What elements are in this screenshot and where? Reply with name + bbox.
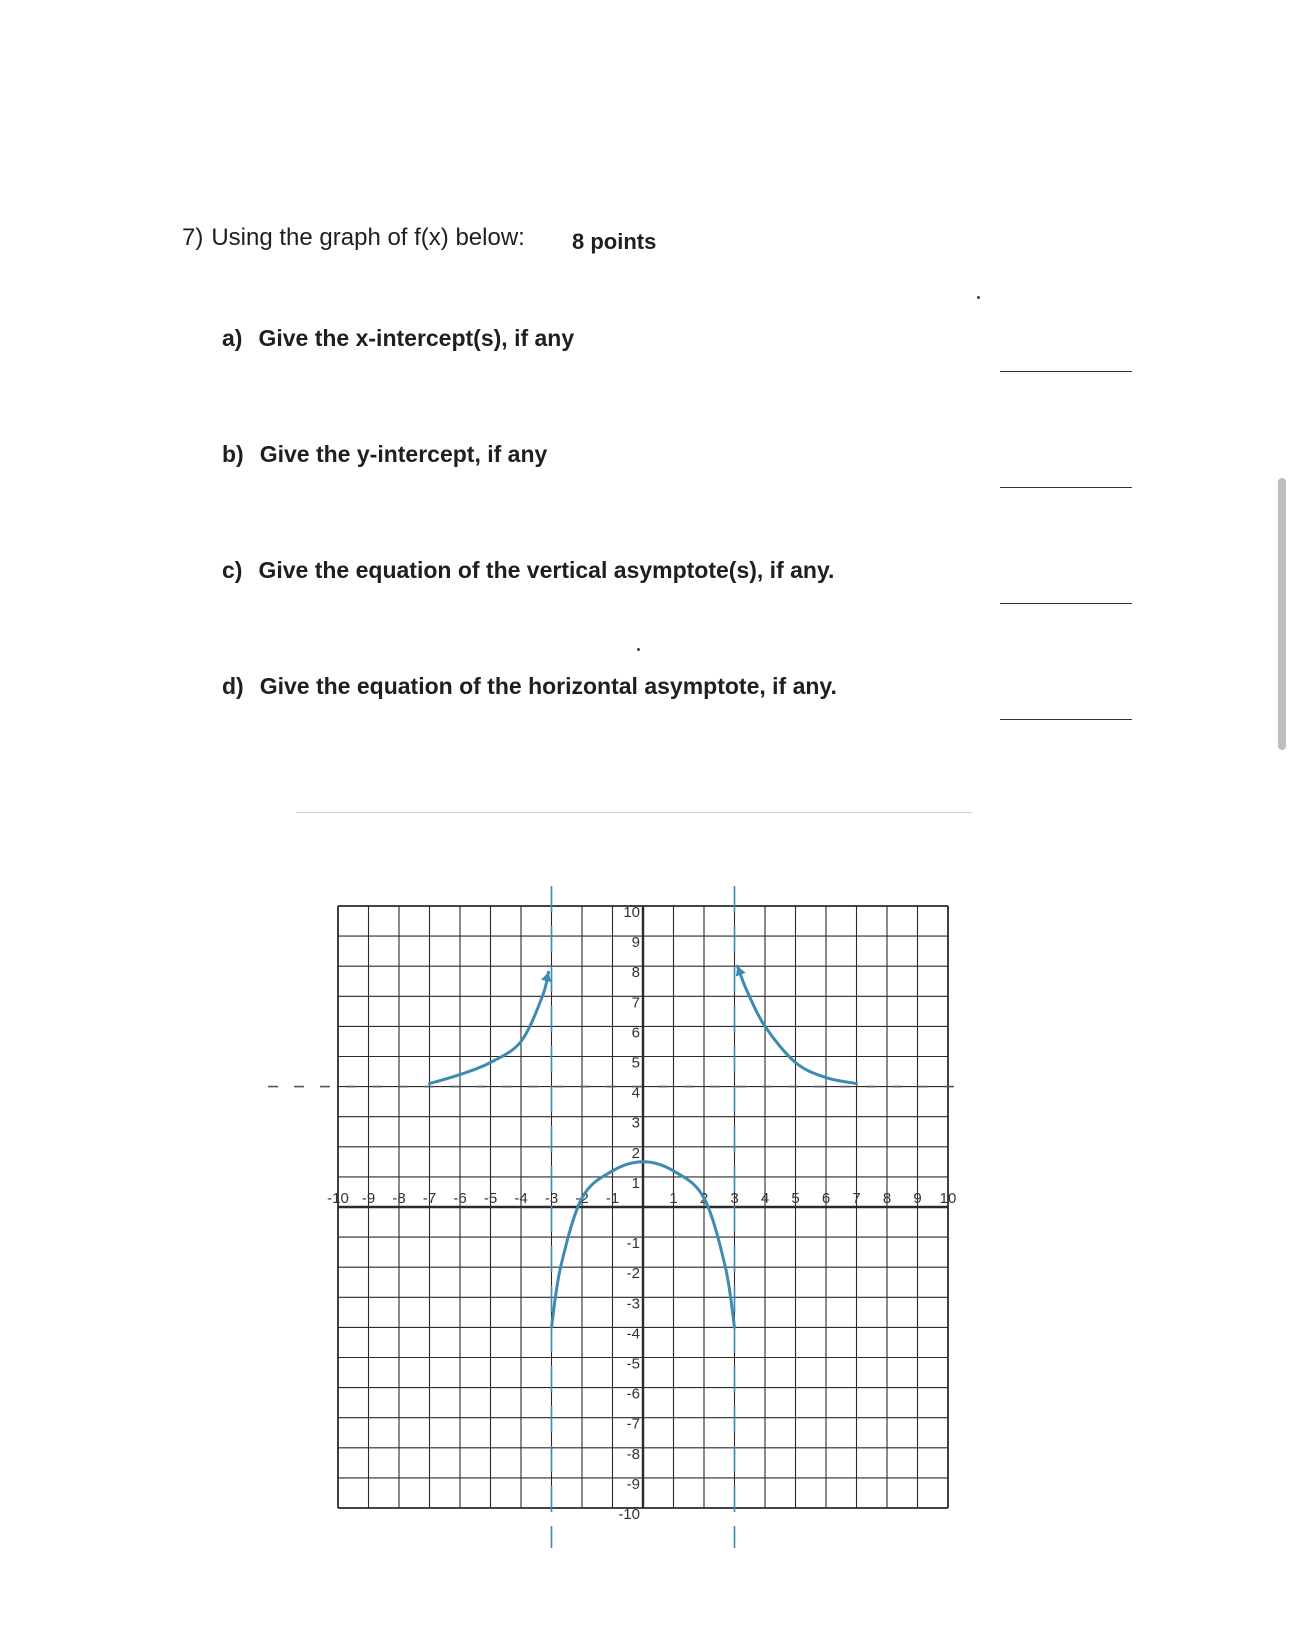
y-tick-label: -5 [626, 1355, 640, 1373]
part-c-text: Give the equation of the vertical asymptote(s), if any. [258, 557, 835, 583]
y-tick-label: -9 [626, 1475, 640, 1493]
part-d-text: Give the equation of the horizontal asymptote, if any. [259, 673, 837, 699]
part-b-text: Give the y-intercept, if any [259, 441, 548, 467]
part-a-text: Give the x-intercept(s), if any [258, 325, 575, 351]
part-c-letter: c) [222, 557, 243, 583]
y-tick-label: -1 [626, 1235, 640, 1253]
x-tick-label: -1 [605, 1190, 620, 1207]
y-tick-label: -3 [626, 1295, 640, 1313]
x-tick-label: 1 [669, 1190, 678, 1207]
x-tick-label: -4 [514, 1190, 528, 1207]
part-a-letter: a) [222, 325, 243, 351]
x-tick-label: -5 [483, 1190, 498, 1207]
x-tick-label: -3 [544, 1190, 559, 1207]
grid-lines [338, 906, 948, 1508]
x-tick-label: 8 [882, 1190, 892, 1207]
x-tick-label: 4 [760, 1190, 770, 1207]
y-tick-label: -10 [618, 1506, 640, 1523]
y-tick-label: 6 [631, 1024, 640, 1042]
x-tick-label: 3 [730, 1190, 739, 1207]
asymptote-lines [268, 886, 966, 1548]
y-tick-label: 2 [631, 1144, 640, 1162]
x-tick-label: 5 [791, 1190, 800, 1207]
curve-branch-2 [738, 966, 857, 1083]
y-tick-label: -6 [626, 1385, 640, 1403]
y-tick-label: -8 [626, 1445, 640, 1463]
y-tick-label: 10 [623, 904, 640, 921]
curve-branch-0 [430, 972, 549, 1083]
y-tick-label: 3 [631, 1114, 640, 1132]
question-number: 7) [182, 224, 204, 251]
y-tick-label: 8 [631, 964, 640, 982]
y-tick-label: 5 [631, 1054, 640, 1072]
y-tick-label: -4 [626, 1325, 640, 1343]
question-points: 8 points [572, 229, 657, 254]
y-tick-label: -2 [626, 1265, 640, 1283]
y-tick-label: 4 [631, 1084, 640, 1102]
part-b-letter: b) [222, 441, 244, 467]
part-d-letter: d) [222, 673, 244, 699]
y-tick-label: 9 [631, 934, 640, 952]
y-tick-label: 7 [631, 994, 640, 1012]
x-tick-label: -10 [327, 1190, 349, 1207]
x-tick-label: -9 [361, 1190, 376, 1207]
x-tick-label: -8 [392, 1190, 406, 1207]
y-tick-label: 1 [631, 1174, 640, 1192]
x-tick-label: -7 [422, 1190, 437, 1207]
x-tick-label: 6 [821, 1190, 831, 1207]
arrowhead [541, 972, 551, 982]
x-tick-label: 7 [852, 1190, 861, 1207]
x-tick-label: 2 [699, 1190, 709, 1207]
x-tick-label: 10 [939, 1190, 957, 1207]
x-tick-label: -6 [453, 1190, 467, 1207]
y-tick-label: -7 [626, 1415, 640, 1433]
x-tick-label: 9 [913, 1190, 922, 1207]
x-tick-label: -2 [575, 1190, 589, 1207]
question-prompt: Using the graph of f(x) below: [211, 224, 525, 251]
